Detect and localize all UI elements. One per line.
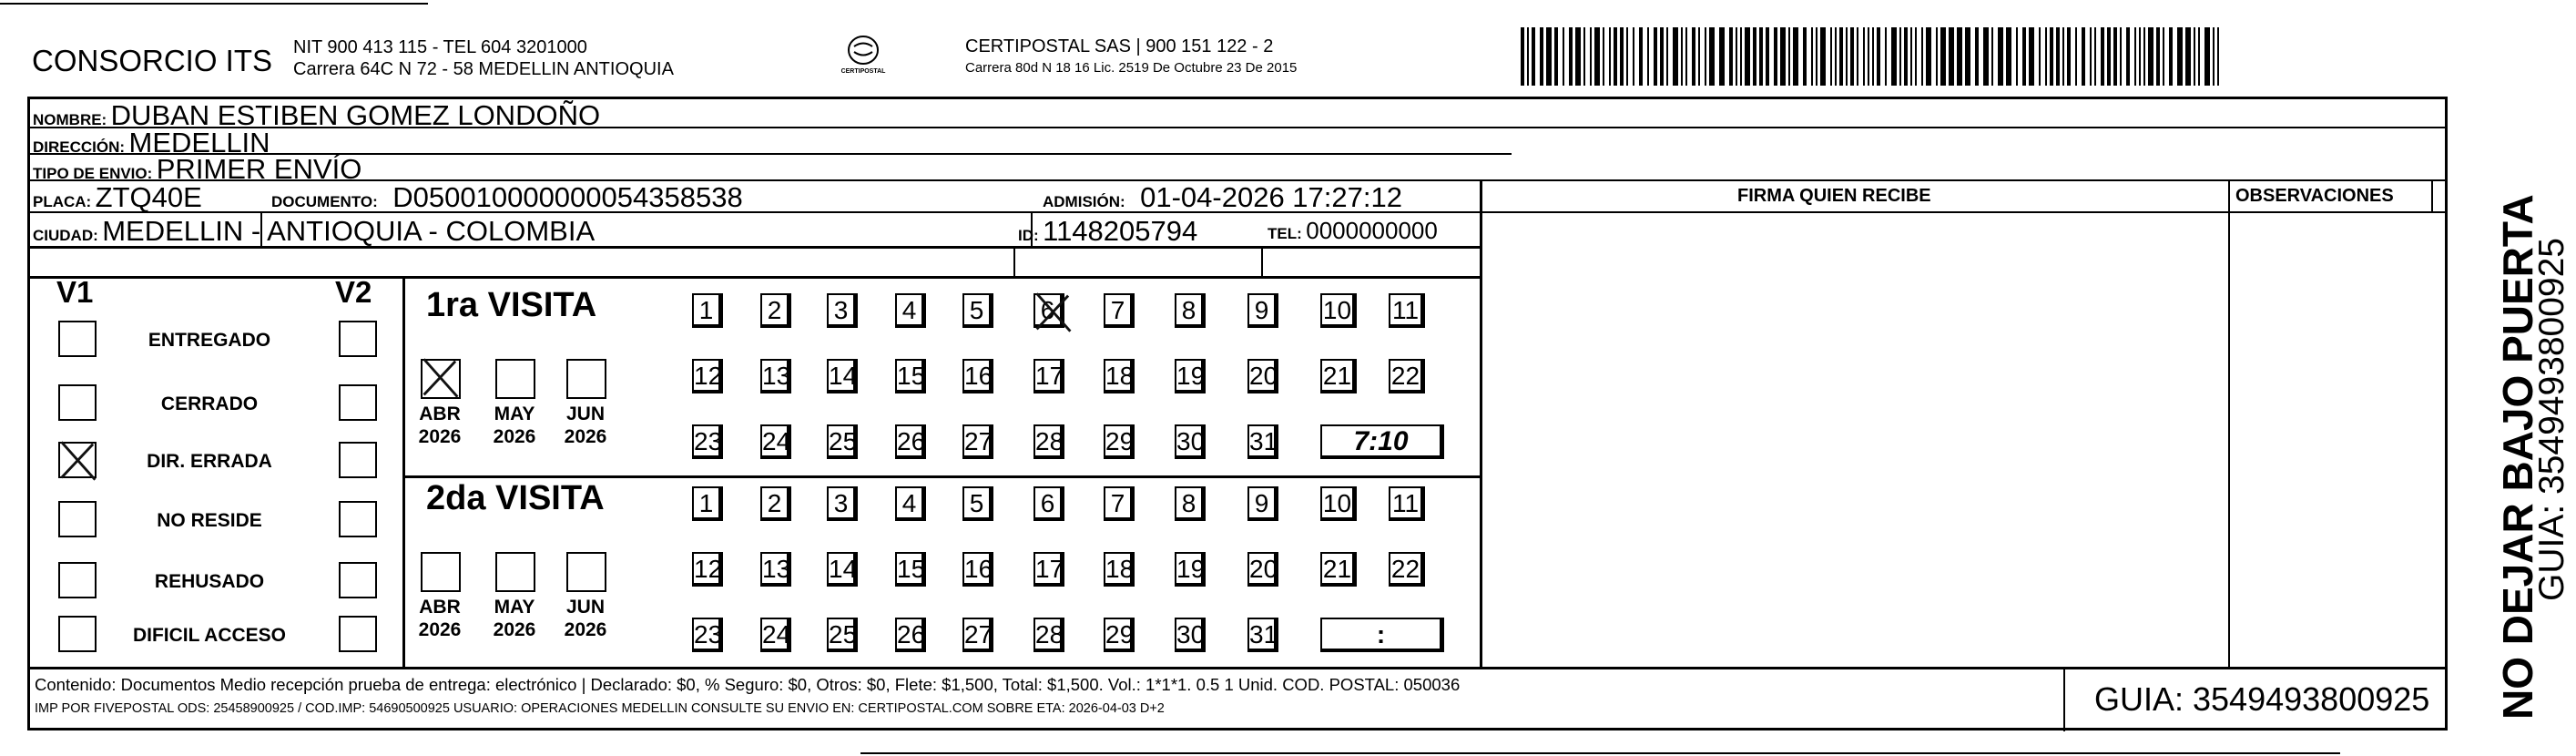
- day-box[interactable]: 4: [895, 293, 926, 328]
- day-box[interactable]: 10: [1320, 293, 1357, 328]
- month-checkbox[interactable]: [495, 552, 535, 592]
- day-box[interactable]: 7: [1104, 486, 1135, 521]
- placa-value: ZTQ40E: [95, 181, 202, 213]
- placa-row: [33, 181, 202, 214]
- admision-value: 01-04-2026 17:27:12: [1140, 181, 1402, 213]
- day-box[interactable]: 5: [962, 293, 993, 328]
- v1-checkbox[interactable]: [58, 616, 97, 652]
- day-box[interactable]: 22: [1389, 359, 1425, 393]
- day-box[interactable]: 20: [1247, 552, 1278, 587]
- day-box[interactable]: 9: [1247, 293, 1278, 328]
- month-label: MAY 2026: [493, 597, 536, 640]
- v2-checkbox[interactable]: [339, 384, 377, 421]
- day-box[interactable]: 30: [1175, 424, 1206, 459]
- tel-label: TEL:: [1268, 225, 1302, 242]
- logo-text: CERTIPOSTAL: [840, 68, 886, 75]
- day-box[interactable]: 27: [962, 618, 993, 652]
- day-box[interactable]: 17: [1033, 552, 1064, 587]
- first-visit-title: 1ra VISITA: [426, 286, 597, 324]
- day-box[interactable]: 19: [1175, 359, 1206, 393]
- day-box[interactable]: 6: [1033, 486, 1064, 521]
- id-label: ID:: [1018, 227, 1039, 244]
- month-label: ABR 2026: [418, 404, 462, 447]
- day-box[interactable]: 19: [1175, 552, 1206, 587]
- day-box[interactable]: 29: [1104, 618, 1135, 652]
- month-label: ABR 2026: [418, 597, 462, 640]
- status-label: ENTREGADO: [148, 330, 271, 351]
- admision-row: [1043, 181, 1402, 214]
- ciudad-value: MEDELLIN - ANTIOQUIA - COLOMBIA: [102, 215, 596, 247]
- day-box[interactable]: 7: [1104, 293, 1135, 328]
- day-box[interactable]: 24: [760, 618, 791, 652]
- day-box[interactable]: 21: [1320, 552, 1357, 587]
- day-box[interactable]: 27: [962, 424, 993, 459]
- day-box[interactable]: 28: [1033, 618, 1064, 652]
- time-box[interactable]: 7:10: [1320, 424, 1444, 459]
- day-box[interactable]: 13: [760, 359, 791, 393]
- day-box[interactable]: 9: [1247, 486, 1278, 521]
- day-box[interactable]: 8: [1175, 293, 1206, 328]
- top-rule: [0, 3, 428, 5]
- tel-row: [1268, 217, 1438, 245]
- tel-value: 0000000000: [1306, 217, 1438, 244]
- day-box[interactable]: 18: [1104, 359, 1135, 393]
- footer-guia: GUIA: 3549493800925: [2094, 680, 2430, 718]
- bottom-rule: [860, 752, 2340, 754]
- footer-line-2: IMP POR FIVEPOSTAL ODS: 25458900925 / COD.IMP: 54690500925 USUARIO: OPERACIONES MEDELLIN CONSULTE SU ENVIO EN: CERTIPOSTAL.COM SOBRE ETA: 2026-04-03 D+2: [35, 701, 1165, 716]
- direccion-value: MEDELLIN: [128, 127, 270, 158]
- v2-checkbox[interactable]: [339, 616, 377, 652]
- status-label: CERRADO: [160, 393, 259, 414]
- day-box[interactable]: 13: [760, 552, 791, 587]
- documento-label: DOCUMENTO:: [271, 193, 378, 210]
- direccion-label: DIRECCIÓN:: [33, 138, 126, 156]
- logo-icon: [847, 35, 880, 66]
- side-warning: NO DEJAR BAJO PUERTA: [2494, 194, 2541, 720]
- footer-line-1: Contenido: Documentos Medio recepción prueba de entrega: electrónico | Declarado: $0, % Seguro: $0, Otros: $0, Flete: $1,500, Total: $1,500. Vol.: 1*1*1. 0.5 1 Unid. COD. POSTAL: 050036: [35, 675, 1461, 694]
- v1-checkbox[interactable]: [58, 321, 97, 357]
- v1-checkbox[interactable]: [58, 384, 97, 421]
- second-visit-title: 2da VISITA: [426, 479, 605, 517]
- v1-checkbox[interactable]: [58, 501, 97, 537]
- v2-header: V2: [335, 275, 372, 309]
- placa-label: PLACA:: [33, 193, 92, 210]
- day-box[interactable]: 10: [1320, 486, 1357, 521]
- month-checkbox[interactable]: [495, 359, 535, 399]
- company-line-2: Carrera 64C N 72 - 58 MEDELLIN ANTIOQUIA: [293, 59, 674, 79]
- v2-checkbox[interactable]: [339, 501, 377, 537]
- day-box[interactable]: 22: [1389, 552, 1425, 587]
- day-box[interactable]: 26: [895, 424, 926, 459]
- day-box[interactable]: 17: [1033, 359, 1064, 393]
- month-checkbox[interactable]: [566, 359, 606, 399]
- status-label: REHUSADO: [154, 571, 265, 592]
- v1-checkbox[interactable]: [58, 442, 97, 478]
- nombre-value: DUBAN ESTIBEN GOMEZ LONDOÑO: [110, 99, 601, 131]
- day-box[interactable]: 23: [692, 618, 723, 652]
- status-label: NO RESIDE: [157, 510, 262, 531]
- day-box[interactable]: 25: [827, 424, 858, 459]
- v2-checkbox[interactable]: [339, 562, 377, 598]
- month-label: MAY 2026: [493, 404, 536, 447]
- day-box[interactable]: 3: [827, 486, 858, 521]
- day-box[interactable]: 6: [1033, 293, 1064, 328]
- day-box[interactable]: 31: [1247, 618, 1278, 652]
- v1-checkbox[interactable]: [58, 562, 97, 598]
- day-box[interactable]: 1: [692, 486, 723, 521]
- day-box[interactable]: 30: [1175, 618, 1206, 652]
- month-checkbox[interactable]: [566, 552, 606, 592]
- day-box[interactable]: 26: [895, 618, 926, 652]
- v2-checkbox[interactable]: [339, 321, 377, 357]
- day-box[interactable]: 20: [1247, 359, 1278, 393]
- carrier-line-2: Carrera 80d N 18 16 Lic. 2519 De Octubre 23 De 2015: [965, 60, 1298, 76]
- day-box[interactable]: 2: [760, 486, 791, 521]
- certipostal-logo: [836, 35, 891, 75]
- admision-label: ADMISIÓN:: [1043, 193, 1125, 210]
- side-guia: GUIA: 3549493800925: [2532, 238, 2571, 601]
- company-line-1: NIT 900 413 115 - TEL 604 3201000: [293, 37, 587, 57]
- day-box[interactable]: 8: [1175, 486, 1206, 521]
- ciudad-label: CIUDAD:: [33, 227, 98, 244]
- documento-row: [271, 181, 743, 214]
- day-box[interactable]: 25: [827, 618, 858, 652]
- day-box[interactable]: 15: [895, 552, 926, 587]
- day-box[interactable]: 12: [692, 359, 723, 393]
- company-info: [293, 36, 674, 80]
- id-row: [1018, 215, 1197, 248]
- day-box[interactable]: 16: [962, 359, 993, 393]
- barcode: [1521, 27, 2229, 86]
- day-box[interactable]: 11: [1389, 486, 1425, 521]
- day-box[interactable]: 23: [692, 424, 723, 459]
- observaciones-label: OBSERVACIONES: [2235, 186, 2394, 206]
- day-box[interactable]: 24: [760, 424, 791, 459]
- day-box[interactable]: 1: [692, 293, 723, 328]
- carrier-line-1: CERTIPOSTAL SAS | 900 151 122 - 2: [965, 36, 1274, 56]
- company-name: CONSORCIO ITS: [32, 44, 273, 77]
- day-box[interactable]: 15: [895, 359, 926, 393]
- firma-label: FIRMA QUIEN RECIBE: [1737, 186, 1931, 206]
- day-box[interactable]: 28: [1033, 424, 1064, 459]
- nombre-label: NOMBRE:: [33, 111, 107, 128]
- day-box[interactable]: 3: [827, 293, 858, 328]
- day-box[interactable]: 29: [1104, 424, 1135, 459]
- day-box[interactable]: 4: [895, 486, 926, 521]
- month-label: JUN 2026: [564, 404, 607, 447]
- day-box[interactable]: 11: [1389, 293, 1425, 328]
- month-label: JUN 2026: [564, 597, 607, 640]
- day-box[interactable]: 2: [760, 293, 791, 328]
- day-box[interactable]: 31: [1247, 424, 1278, 459]
- day-box[interactable]: 14: [827, 359, 858, 393]
- day-box[interactable]: 14: [827, 552, 858, 587]
- day-box[interactable]: 18: [1104, 552, 1135, 587]
- day-box[interactable]: 12: [692, 552, 723, 587]
- month-checkbox[interactable]: [421, 359, 461, 399]
- id-value: 1148205794: [1043, 215, 1198, 247]
- tipo-value: PRIMER ENVÍO: [156, 153, 362, 185]
- day-box[interactable]: 21: [1320, 359, 1357, 393]
- documento-value: D050010000000054358538: [392, 181, 743, 213]
- tipo-label: TIPO DE ENVIO:: [33, 165, 153, 182]
- ciudad-row: [33, 215, 595, 248]
- day-box[interactable]: 5: [962, 486, 993, 521]
- month-checkbox[interactable]: [421, 552, 461, 592]
- time-box[interactable]: :: [1320, 618, 1444, 652]
- day-box[interactable]: 16: [962, 552, 993, 587]
- v1-header: V1: [56, 275, 94, 309]
- status-label: DIR. ERRADA: [147, 451, 272, 472]
- status-label: DIFICIL ACCESO: [132, 625, 286, 646]
- v2-checkbox[interactable]: [339, 442, 377, 478]
